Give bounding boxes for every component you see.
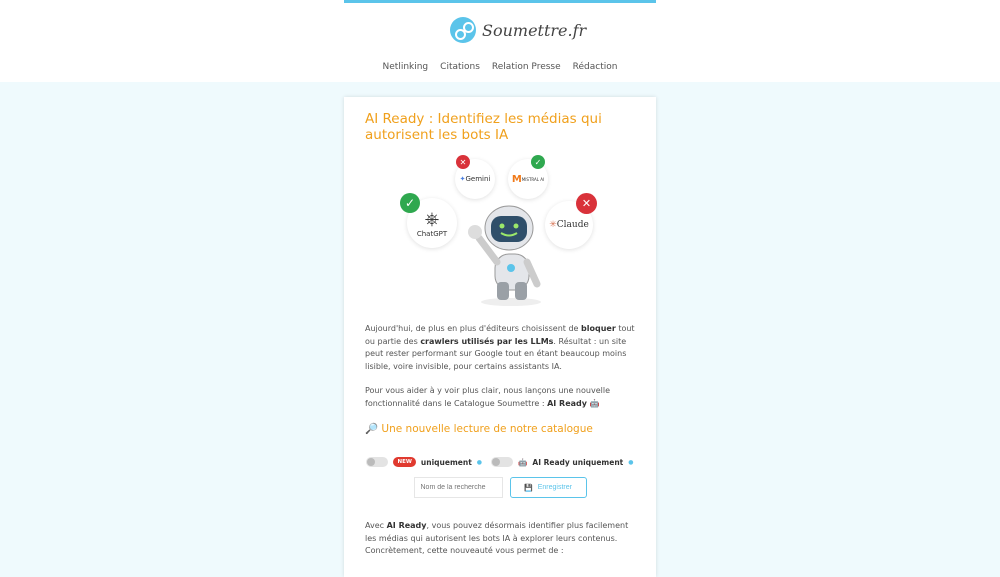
- bot-claude: ✳ Claude: [545, 201, 593, 249]
- claude-icon: ✳: [549, 220, 557, 230]
- ai-ready-toggle[interactable]: [491, 457, 513, 467]
- new-only-label: uniquement: [420, 457, 472, 467]
- cross-icon: ✕: [576, 193, 597, 214]
- logo[interactable]: [450, 17, 586, 43]
- cross-icon: ✕: [456, 155, 470, 169]
- check-icon: ✓: [531, 155, 545, 169]
- logo-icon: [450, 17, 476, 43]
- site-header: [0, 0, 1000, 82]
- ai-bots-illustration: [365, 153, 635, 313]
- check-icon: ✓: [400, 193, 420, 213]
- new-only-toggle[interactable]: [366, 457, 388, 467]
- info-icon[interactable]: ●: [476, 458, 483, 466]
- robot-mascot: [459, 198, 549, 308]
- search-name-input[interactable]: [414, 477, 503, 498]
- save-icon: 💾: [524, 484, 533, 492]
- new-badge: NEW: [393, 457, 415, 467]
- section-heading: 🔎 Une nouvelle lecture de notre catalogue: [365, 423, 593, 435]
- info-icon[interactable]: ●: [628, 458, 634, 466]
- bot-chatgpt: ⎈ ChatGPT: [407, 198, 457, 248]
- nav-citations[interactable]: Citations: [440, 62, 480, 72]
- bot-gemini: ✦ Gemini: [455, 159, 495, 199]
- accent-bar: [344, 0, 656, 3]
- article-card: [344, 97, 656, 577]
- main-nav: [0, 62, 1000, 72]
- ai-ready-paragraph: Avec AI Ready, vous pouvez désormais identifier plus facilement les médias qui autorisent les bots IA à explorer leurs contenus. Concrètement, cette nouveauté vous permet de :: [365, 521, 629, 555]
- article-title: AI Ready : Identifiez les médias qui autorisent les bots IA: [365, 111, 602, 143]
- gemini-icon: ✦: [459, 175, 466, 183]
- nav-netlinking[interactable]: Netlinking: [382, 62, 429, 72]
- openai-icon: ⎈: [424, 208, 440, 230]
- robot-icon: 🤖: [518, 457, 528, 467]
- bot-mistral: M MISTRAL AI: [508, 159, 548, 199]
- logo-text: Soumettre.fr: [482, 20, 587, 40]
- mistral-icon: M: [511, 173, 522, 185]
- save-button[interactable]: 💾 Enregistrer: [510, 477, 587, 498]
- ai-ready-label: AI Ready uniquement: [532, 457, 624, 467]
- catalogue-filters: [365, 457, 635, 467]
- nav-redaction[interactable]: Rédaction: [572, 62, 618, 72]
- announcement-paragraph: Pour vous aider à y voir plus clair, nous lançons une nouvelle fonctionnalité dans le Catalogue Soumettre : AI Ready 🤖: [365, 386, 610, 408]
- intro-paragraph: Aujourd'hui, de plus en plus d'éditeurs choisissent de bloquer tout ou partie des crawlers utilisés par les LLMs. Résultat : un site peut rester performant sur Google tout en étant beaucoup moins lisible, voire invisible, pour certains assistants IA.: [365, 324, 635, 371]
- nav-relation-presse[interactable]: Relation Presse: [491, 62, 561, 72]
